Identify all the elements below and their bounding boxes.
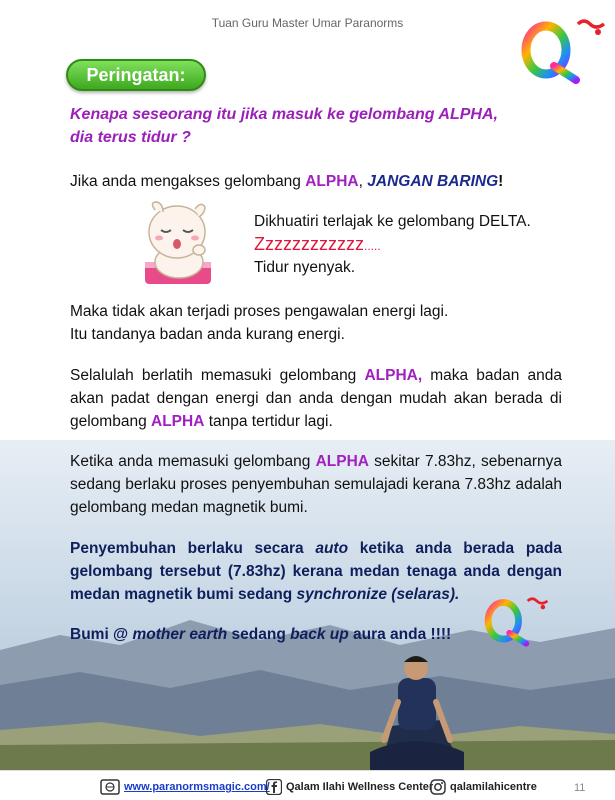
footer-website[interactable]: [100, 779, 270, 795]
paragraph-5: Penyembuhan berlaku secara auto ketika anda berada pada gelombang tersebut (7.83hz) kerana medan tenaga anda dengan medan magnetik bumi sedang synchronize (selaras).: [70, 540, 562, 603]
paragraph-2: Maka tidak akan terjadi proses pengawalan energi lagi. Itu tandanya badan anda kurang energi.: [70, 303, 449, 343]
website-link[interactable]: www.paranormsmagic.com/: [124, 781, 270, 793]
page-footer: [0, 770, 615, 800]
page-number: 11: [574, 782, 586, 794]
facebook-page-name[interactable]: Qalam Ilahi Wellness Center: [286, 781, 434, 793]
footer-facebook[interactable]: [266, 779, 433, 795]
alpha-term: ALPHA: [151, 413, 205, 430]
qi-logo: [482, 592, 552, 648]
paragraph-4: Ketika anda memasuki gelombang ALPHA sekitar 7.83hz, sebenarnya sedang berlaku proses penyembuhan semulajadi kerana 7.83hz adalah gelombang medan magnetik bumi.: [70, 453, 562, 516]
zzz-text: Zzzzzzzzzzzz.....: [254, 234, 381, 254]
paragraph-1: Jika anda mengakses gelombang ALPHA, JANGAN BARING!: [70, 173, 504, 190]
warning-badge: Peringatan:: [66, 59, 206, 91]
page-header: Tuan Guru Master Umar Paranorms: [211, 16, 404, 30]
delta-line-1: Dikhuatiri terlajak ke gelombang DELTA.: [254, 213, 531, 230]
footer-instagram[interactable]: [430, 779, 537, 795]
warning-text: JANGAN BARING: [367, 173, 499, 190]
alpha-term: ALPHA,: [364, 367, 423, 384]
facebook-icon: [266, 779, 282, 795]
globe-icon: [100, 779, 120, 795]
delta-note: [254, 211, 531, 279]
question-line-1: Kenapa seseorang itu jika masuk ke gelombang ALPHA,: [70, 106, 498, 123]
paragraph-6: Bumi @ mother earth sedang back up aura anda !!!!: [70, 626, 452, 643]
instagram-icon: [430, 779, 446, 795]
alpha-term: ALPHA: [305, 173, 359, 190]
question-heading: [70, 103, 562, 149]
alpha-term: ALPHA: [315, 453, 369, 470]
qi-logo: [518, 14, 610, 84]
paragraph-3: Selalulah berlatih memasuki gelombang ALPHA, maka badan anda akan padat dengan energi dan anda dengan mudah akan berada di gelombang ALPHA tanpa tertidur lagi.: [70, 367, 562, 430]
delta-line-3: Tidur nyenyak.: [254, 259, 356, 276]
sleeping-baby-illustration: [133, 200, 223, 288]
question-line-2: dia terus tidur ?: [70, 129, 191, 146]
instagram-handle[interactable]: qalamilahicentre: [450, 781, 537, 793]
